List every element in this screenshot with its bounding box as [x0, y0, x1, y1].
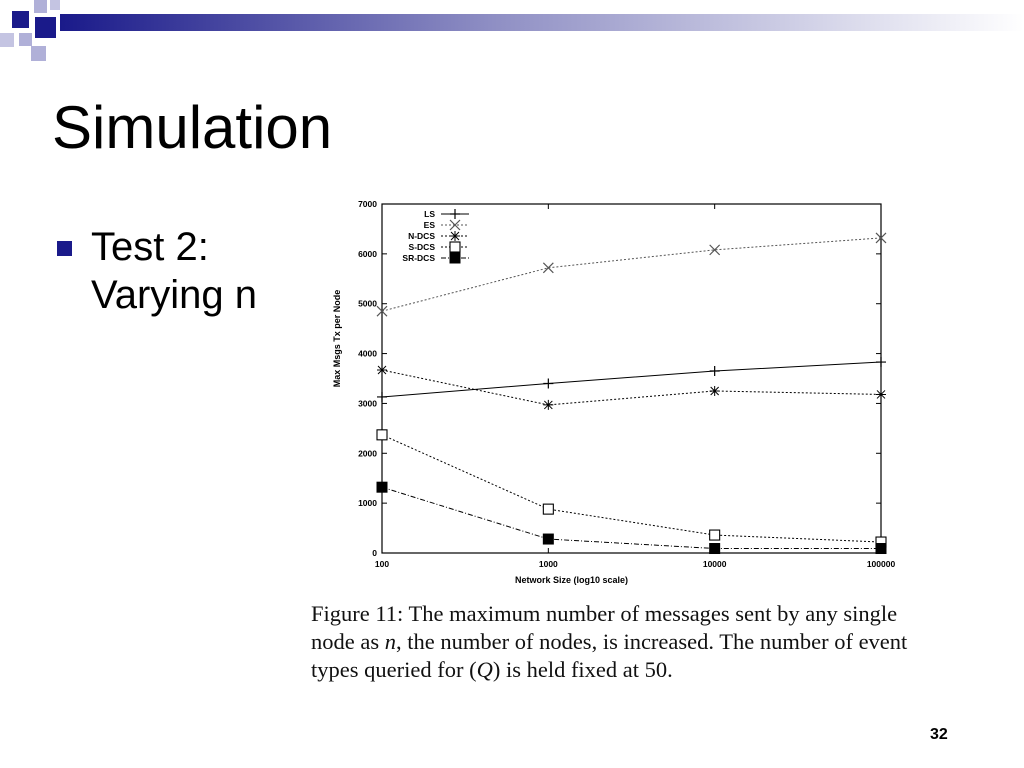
page-number: 32: [930, 726, 948, 743]
data-point-n-dcs: [710, 386, 720, 396]
banner-bar: [60, 14, 1024, 31]
y-tick-label: 6000: [358, 248, 377, 259]
data-point-sr-dcs: [377, 482, 387, 492]
legend-label-ls: LS: [424, 209, 435, 219]
data-point-ls: [876, 357, 886, 367]
y-tick-label: 2000: [358, 448, 377, 459]
y-tick-label: 4000: [358, 348, 377, 359]
bullet-line: Test 2:: [91, 225, 209, 269]
data-point-sr-dcs: [876, 544, 886, 554]
y-tick-label: 7000: [358, 199, 377, 209]
x-tick-label: 100: [374, 559, 390, 569]
series-line-sr-dcs: [382, 487, 881, 548]
data-point-ls: [377, 392, 387, 402]
header-banner: [0, 0, 1024, 62]
legend-label-n-dcs: N-DCS: [408, 231, 435, 241]
x-tick-label: 1000: [538, 559, 558, 569]
x-axis-label: Network Size (log10 scale): [514, 575, 629, 585]
bullet-square-icon: [57, 241, 72, 256]
data-point-sr-dcs: [543, 534, 553, 544]
y-tick-label: 1000: [358, 498, 377, 509]
banner-square-dark: [12, 11, 29, 28]
slide-title: Simulation: [52, 94, 333, 161]
series-line-n-dcs: [382, 370, 881, 405]
caption-text: Figure 11: The maximum number of messages sent by any single node as: [311, 601, 898, 654]
messages-line-chart: [320, 190, 900, 590]
banner-square-light: [0, 33, 14, 47]
banner-square-light: [31, 46, 46, 61]
bullet-text: [91, 223, 301, 319]
banner-square-light: [50, 0, 60, 10]
legend-marker-ls: [450, 209, 460, 219]
legend-marker-n-dcs: [450, 231, 460, 241]
caption-text: , the number of nodes, is increased. The number of event types queried for (: [311, 629, 908, 682]
caption-var-n: n: [384, 629, 396, 654]
banner-square-dark: [35, 17, 56, 38]
series-line-s-dcs: [382, 435, 881, 542]
bullet-line: Varying n: [91, 273, 258, 317]
legend-label-es: ES: [423, 220, 435, 230]
figure-caption: [311, 600, 921, 684]
series-line-ls: [382, 362, 881, 397]
data-point-s-dcs: [377, 430, 387, 440]
legend-label-s-dcs: S-DCS: [408, 242, 435, 252]
data-point-s-dcs: [710, 530, 720, 540]
y-tick-label: 5000: [358, 298, 377, 309]
legend-marker-sr-dcs: [450, 253, 460, 263]
data-point-n-dcs: [876, 389, 886, 399]
data-point-es: [710, 245, 720, 255]
caption-var-q: Q: [476, 657, 493, 682]
data-point-sr-dcs: [710, 544, 720, 554]
legend-label-sr-dcs: SR-DCS: [402, 253, 435, 263]
data-point-ls: [710, 366, 720, 376]
legend-marker-s-dcs: [450, 242, 460, 252]
data-point-n-dcs: [543, 400, 553, 410]
data-point-ls: [543, 378, 553, 388]
caption-text: ) is held fixed at 50.: [492, 657, 673, 682]
data-point-s-dcs: [543, 504, 553, 514]
banner-square-light: [34, 0, 47, 13]
x-tick-label: 100000: [866, 559, 896, 569]
x-tick-label: 10000: [702, 559, 727, 569]
y-tick-label: 0: [372, 548, 377, 558]
data-point-es: [543, 263, 553, 273]
y-axis-label: Max Msgs Tx per Node: [332, 289, 342, 388]
banner-square-light: [19, 33, 32, 46]
y-tick-label: 3000: [358, 398, 377, 409]
data-point-n-dcs: [377, 365, 387, 375]
